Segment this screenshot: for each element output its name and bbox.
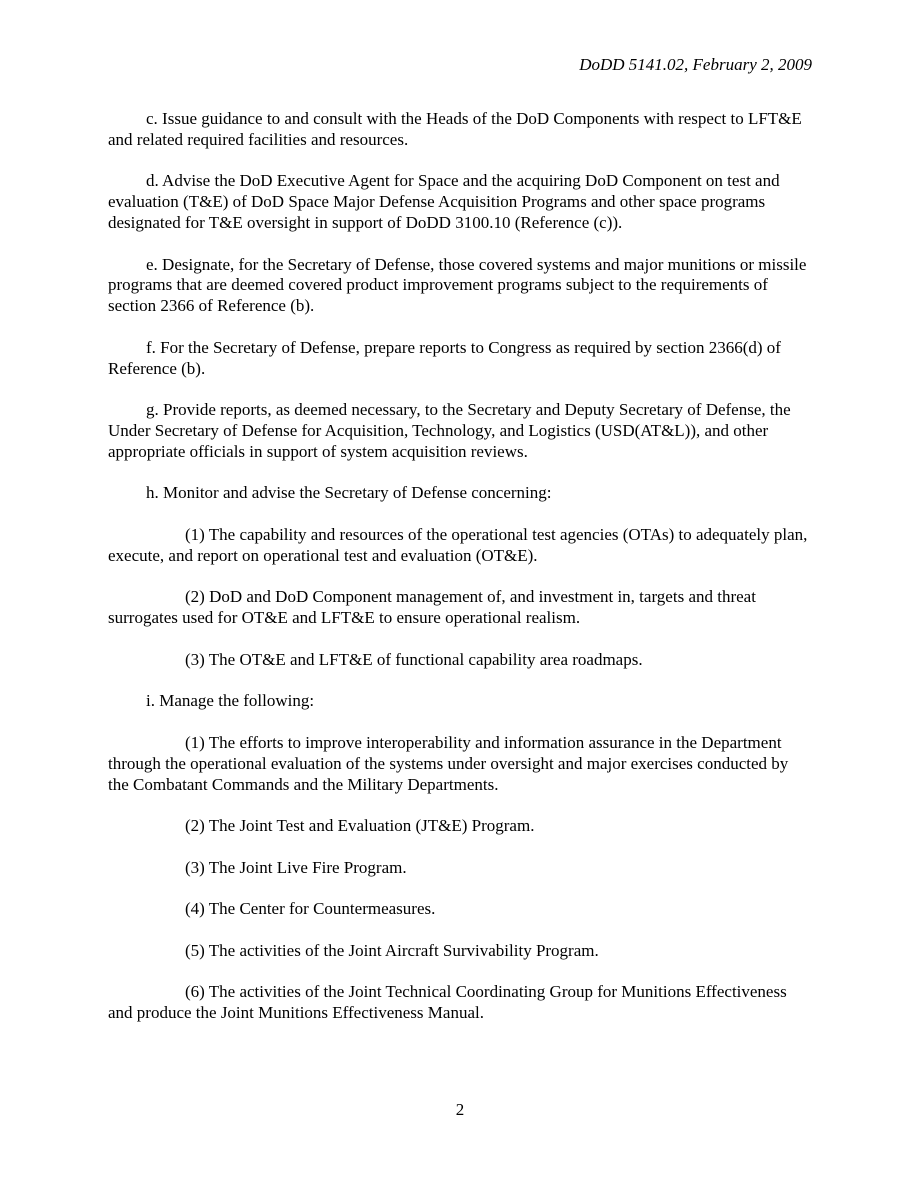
paragraph-d: d. Advise the DoD Executive Agent for Space and the acquiring DoD Component on test and evaluation (T&E) of DoD Space Major Defense Acquisition Programs and other space programs designated for T&E oversight in support of DoDD 3100.10 (Reference (c)). [108, 171, 780, 232]
paragraph-i: i. Manage the following: [146, 691, 315, 711]
paragraph-e: e. Designate, for the Secretary of Defense, those covered systems and major munitions or missile programs that are deemed covered product improvement programs subject to the requirements of section 2366 of Reference (b). [108, 254, 807, 316]
page-number: 2 [455, 1100, 465, 1119]
paragraph-h-2: (2) DoD and DoD Component management of, and investment in, targets and threat surrogates used for OT&E and LFT&E to ensure operational realism. [108, 587, 756, 628]
paragraph-i-2: (2) The Joint Test and Evaluation (JT&E) Program. [185, 816, 535, 836]
paragraph-h: h. Monitor and advise the Secretary of Defense concerning: [146, 483, 552, 503]
document-body [108, 109, 813, 1045]
paragraph-i-3: (3) The Joint Live Fire Program. [185, 857, 407, 877]
paragraph-c: c. Issue guidance to and consult with the Heads of the DoD Components with respect to LFT&E and related required facilities and resources. [108, 109, 802, 149]
paragraph-i-5: (5) The activities of the Joint Aircraft Survivability Program. [185, 940, 599, 960]
document-header: DoDD 5141.02, February 2, 2009 [579, 55, 812, 74]
paragraph-h-1: (1) The capability and resources of the operational test agencies (OTAs) to adequately plan, execute, and report on operational test and evaluation (OT&E). [108, 524, 808, 565]
paragraph-f: f. For the Secretary of Defense, prepare reports to Congress as required by section 2366(d) of Reference (b). [108, 337, 781, 378]
paragraph-i-4: (4) The Center for Countermeasures. [185, 899, 436, 919]
paragraph-g: g. Provide reports, as deemed necessary, to the Secretary and Deputy Secretary of Defense, the Under Secretary of Defense for Acquisition, Technology, and Logistics (USD(AT&L)), and other appropriate officials in support of system acquisition reviews. [108, 400, 791, 461]
paragraph-i-1: (1) The efforts to improve interoperability and information assurance in the Department through the operational evaluation of the systems under oversight and major exercises conducted by the Combatant Commands and the Military Departments. [108, 732, 789, 794]
paragraph-i-6: (6) The activities of the Joint Technical Coordinating Group for Munitions Effectiveness and produce the Joint Munitions Effectiveness Manual. [108, 982, 787, 1023]
paragraph-h-3: (3) The OT&E and LFT&E of functional capability area roadmaps. [185, 649, 643, 669]
